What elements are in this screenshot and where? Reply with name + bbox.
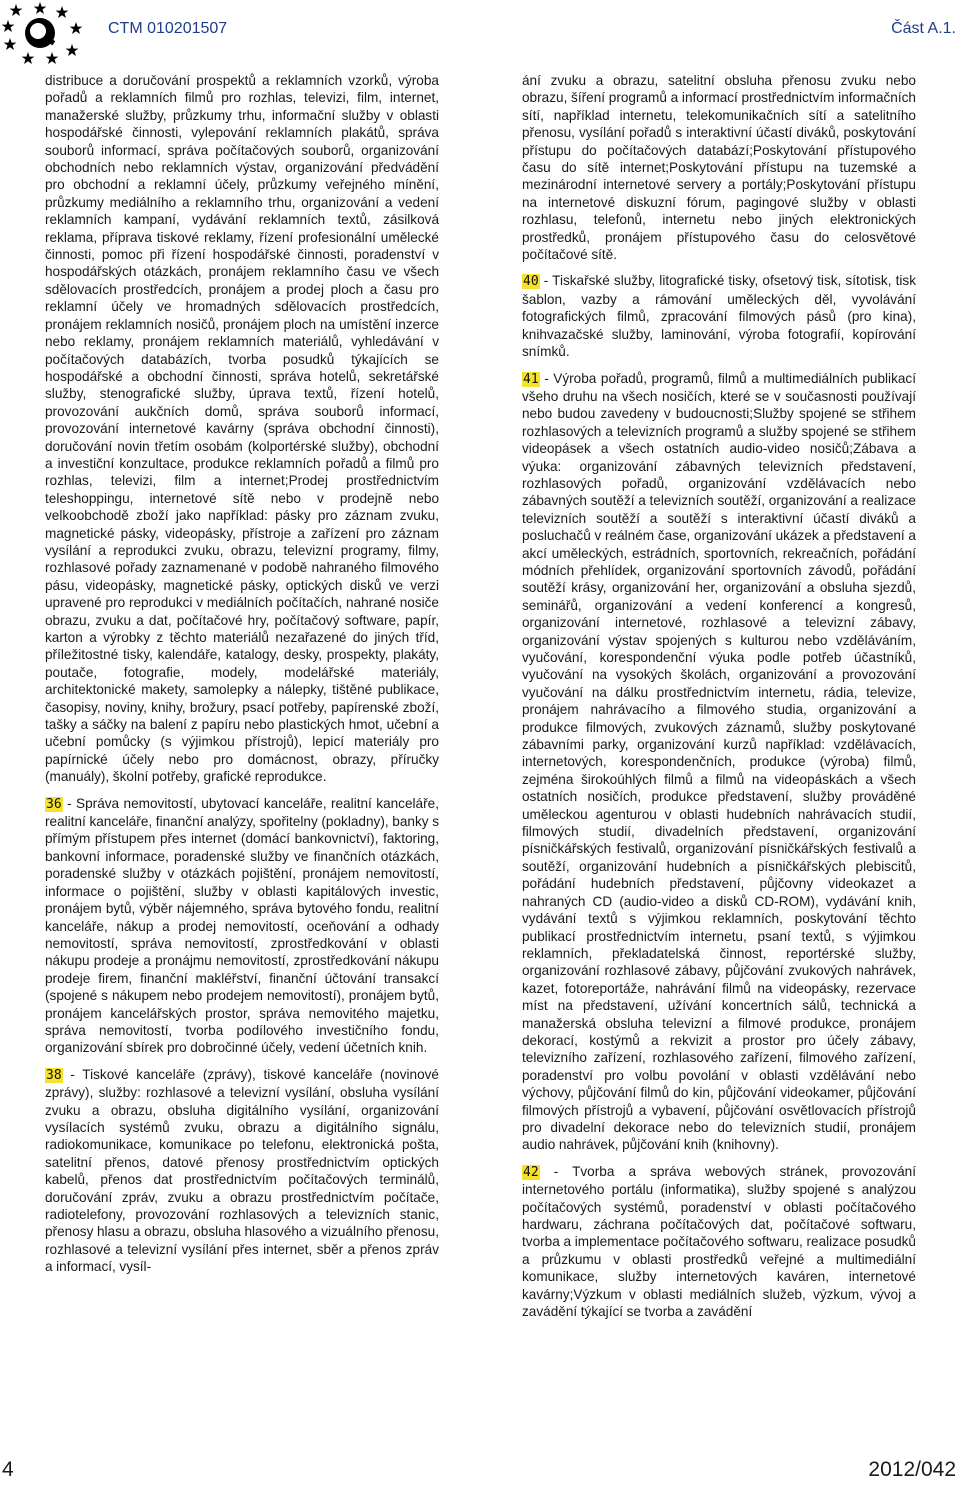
page-number: 4 [2, 1458, 14, 1481]
class-number-badge: 36 [46, 796, 62, 812]
class-36-paragraph [45, 795, 439, 1057]
document-reference: CTM 010201507 [108, 20, 228, 37]
euipo-logo [2, 0, 98, 66]
class-42-paragraph [522, 1163, 916, 1321]
bulletin-issue: 2012/042 [868, 1458, 956, 1481]
class-40-paragraph [522, 272, 916, 360]
class-36-text: - Správa nemovitostí, ubytovací kanceláře, realitní kanceláře, realitní kanceláře, finanční analýzy, spořitelny (pokladny), banky s přímým přístupem přes internet (domácí bankovnictví), faktoring, bankovní informace, poradenské služby ve finančních otázkách, poradenské služby v otázkách pojištění, pronájem nemovitostí, informace o pojištění, služby v oblasti kapitálových investic, pronájem bytů, výběr nájemného, správa bytového fondu, realitní kanceláře, nákup a prodej nemovitostí, oceňování a odhady nemovitostí, správa nemovitostí, zprostředkování v oblasti nákupu prodeje a pronájmu nemovitostí, zprostředkování nákupu prodeje firem, finanční makléřství, finanční účtování transakcí (spojené s nákupem nebo prodejem nemovitostí), pronájem bytů, pronájem kancelářských prostor, správa nemovitého majetku, správa nemovitostí, tvorba podílového investičního fondu, organizování sbírek pro dobročinné účely, vedení účetních knih. [45, 795, 439, 1056]
class-number-badge: 42 [523, 1164, 539, 1180]
class-38-paragraph [45, 1066, 439, 1276]
class-41-text: - Výroba pořadů, programů, filmů a multimediálních publikací všeho druhu na všech nosičích, které se v současnosti používají nebo budou zavedeny v budoucnosti;Služby spojené se střihem rozhlasových a televizních programů a služby spojené se střihem videopásek a všech ostatních audio-video nosičů;Zábava a výuka: organizování zábavných televizních představení, rozhlasových pořadů, organizování vzdělávacích nebo zábavných soutěží a televizních soutěží, organizování a realizace televizních soutěží a soutěží s interaktivní účastí diváků a posluchačů v reálném čase, organizování ukázek a představení a akcí uměleckých, estrádních, sportovních, rekreačních, pořádání módních přehlídek, organizování sportovních závodů, pořádání soutěží krásy, organizování her, organizování a obsluha sjezdů, seminářů, organizování a vedení konferencí a kongresů, organizování internetové, rozhlasové a televizní zábavy, organizování výstav spojených s kulturou nebo vzděláváním, vyučování, korespondenční výuka podle potřeb účastníků, vyučování na vysokých školách, organizování a provozování vyučování na dálku prostřednictvím internetu, rádia, televize, pronájem nahrávacího a filmového studia, organizování a produkce filmových, zvukových záznamů, služby poskytované zábavními parky, organizování kurzů například: vzdělávacích, internetových, korespondenčních, produkce (výroba) filmů, zejména širokoúhlých filmů a filmů na videopáskách a všech ostatních nosičích, produkce představení, služby prováděné uměleckou agenturou v oblasti hudebních nahrávacích studií, filmových studií, divadelních představení, organizování písničkářských festivalů, organizování písničkářských festivalů a soutěží, organizování hudebních a písničkářských plebiscitů, pořádání hudebních představení, půjčovny videokazet a nahraných CD (audio-video a disků CD-ROM), vydávání knih, vydávání textů s výjimkou reklamních, poskytování těchto publikací prostřednictvím internetu, psaní textů, s výjimkou reklamních, překladatelská činnost, reportérské služby, organizování rozhlasové zábavy, půjčování zvukových nahrávek, kazet, fotoreportáže, nahrávání filmů na videopásky, rezervace míst na představení, užívání koncertních sálů, technická a manažerská obsluha televizní a filmové produkce, pronájem dekorací, kostýmů a rekvizit a prostor pro účely zábavy, televizního zařízení, rozhlasového zařízení, filmového zařízení, poradenství pro volbu povolání v oblasti vzdělávání nebo výchovy, půjčování filmů do kin, půjčování videokamer, půjčování filmových přístrojů a vybavení, půjčování osvětlovacích přístrojů pro divadelní dekorace nebo do televizních studií, pronájem audio nahrávek, půjčování knih (knihovny). [522, 370, 916, 1153]
class-38-text: - Tiskové kanceláře (zprávy), tiskové kanceláře (novinové zprávy), služby: rozhlasové a televizní vysílání, obsluha vysílání zvuku a obrazu, obsluha digitálního vysílání, organizování vysílacích systémů zvuku, obrazu a digitálního signálu, radiokomunikace, komunikace po telefonu, elektronická pošta, satelitní přenos, datové přenosy prostřednictvím optických kabelů, přenos dat prostřednictvím počítačových terminálů, doručování zpráv, zvuku a obrazu prostřednictvím počítače, radiotelefony, provozování rozhlasových a televizních stanic, přenosy hlasu a obrazu, obsluha hlasového a vizuálního přenosu, rozhlasové a televizní vysílání přes internet, sběr a přenos zpráv a informací, vysíl- [45, 1066, 439, 1275]
class-number-badge: 41 [523, 371, 539, 387]
class-42-text: - Tvorba a správa webových stránek, provozování internetového portálu (informatika), služby spojené s analýzou počítačových systémů, poradenství v oblasti počítačového hardwaru, záchrana počítačových dat, počítačové softwaru, tvorba a implementace počítačového softwaru, realizace posudků a průzkumu v oblasti prostředků veřejné a multimediální komunikace, služby internetových kaváren, internetové kavárny;Výzkum v oblasti mediálních služeb, výzkum, vývoj a zavádění týkající se tvorba a zavádění [522, 1163, 916, 1320]
class-38-continuation-paragraph: ání zvuku a obrazu, satelitní obsluha přenosu zvuku nebo obrazu, šíření programů a informací prostřednictvím informačních sítí, například internetu, telekomunikačních sítí a satelitního přenosu, vysílání pořadů s interaktivní účastí diváků, poskytování přístupu do počítačových databází;Poskytování přístupového času do sítě internet;Poskytování přístupu na tuzemské a mezinárodní internetové servery a portály;Poskytování přístupu na internetové diskuzní fórum, pagingové služby v oblasti rozhlasu, telefonů, internetu nebo jiných elektronických prostředků, pronájem přístupového času do celosvětové počítačové sítě. [522, 73, 916, 263]
class-number-badge: 38 [46, 1067, 62, 1083]
class-41-paragraph [522, 370, 916, 1154]
class-number-badge: 40 [523, 274, 539, 290]
goods-services-paragraph: distribuce a doručování prospektů a reklamních vzorků, výroba pořadů a reklamních filmů pro rozhlas, televizi, film, internet, manažerské služby, průzkumy trhu, informační služby v oblasti hospodářské činnosti, vylepování reklamních plakátů, správa souborů informací, správa počítačových souborů, organizování obchodních nebo reklamních výstav, organizování předvádění pro obchodní a reklamní účely, průzkumy veřejného mínění, průzkumy mediálního a reklamního trhu, organizování a vedení reklamních kampaní, vydávání reklamních textů, zásilková reklama, příprava tiskové reklamy, řízení profesionální umělecké činnosti, pomoc při řízení hospodářské činnosti, poradenství v hospodářských otázkách, pronájem reklamního času ve všech sdělovacích prostředcích, pronájem a prodej ploch a času pro reklamní účely ve hromadných sdělovacích prostředcích, pronájem reklamních nosičů, pronájem ploch na umístění inzerce nebo reklamy, pronájem reklamních materiálů, vyhledávání v počítačových databázích, tvorba posudků týkajících se hospodářské a obchodní činnosti, správa hotelů, sekretářské služby, stenografické služby, úprava textů, řízení hotelů, provozování aukčních domů, správa souborů informací, provozování internetové kavárny (správa obchodní činnosti), doručování novin třetím osobám (kolportérské služby), obchodní a investiční konzultace, produkce reklamních pořadů a filmů pro rozhlas, televizi, film a internet;Prodej prostřednictvím teleshoppingu, internetové sítě nebo v prodejně nebo velkoobchodě zboží jako například: pásky pro záznam zvuku, magnetické pásky, videopásky, přístroje a zařízení pro záznam vysílání a reprodukci zvuku, obrazu, televizní programy, filmy, rozhlasové pořady zaznamenané v podobě nahraného filmového pásu, videopásky, magnetické pásky, optických disků ve verzi upravené pro reprodukci v mediálních počítačích, nahrané nosiče obrazu, zvuku a dat, počítačové hry, počítačový software, papír, karton a výrobky z těchto materiálů nezařazené do jiných tříd, příležitostné tisky, kalendáře, katalogy, desky, prospekty, plakáty, poutače, fotografie, modely, modelářské materiály, architektonické makety, samolepky a nálepky, tištěné publikace, časopisy, noviny, knihy, brožury, psací potřeby, papírenské zboží, tašky a sáčky na balení z papíru nebo plastických hmot, učební a učební pomůcky (s výjimkou přístrojů), lepicí materiály pro papírnické účely nebo pro domácnost, obrazy, příručky (manuály), školní potřeby, grafické reprodukce. [45, 73, 439, 785]
right-text-column [522, 72, 916, 1329]
left-text-column [45, 72, 439, 1285]
section-part-label: Část A.1. [891, 20, 956, 37]
eu-stars-logo-icon [2, 0, 98, 66]
class-40-text: - Tiskařské služby, litografické tisky, ofsetový tisk, sítotisk, tisk šablon, vazby a rámování uměleckých děl, vyvolávání fotografických filmů, zpracování filmových pásů (pro kina), knihvazačské služby, laminování, výroba fotografií, kopírování snímků. [522, 273, 916, 360]
